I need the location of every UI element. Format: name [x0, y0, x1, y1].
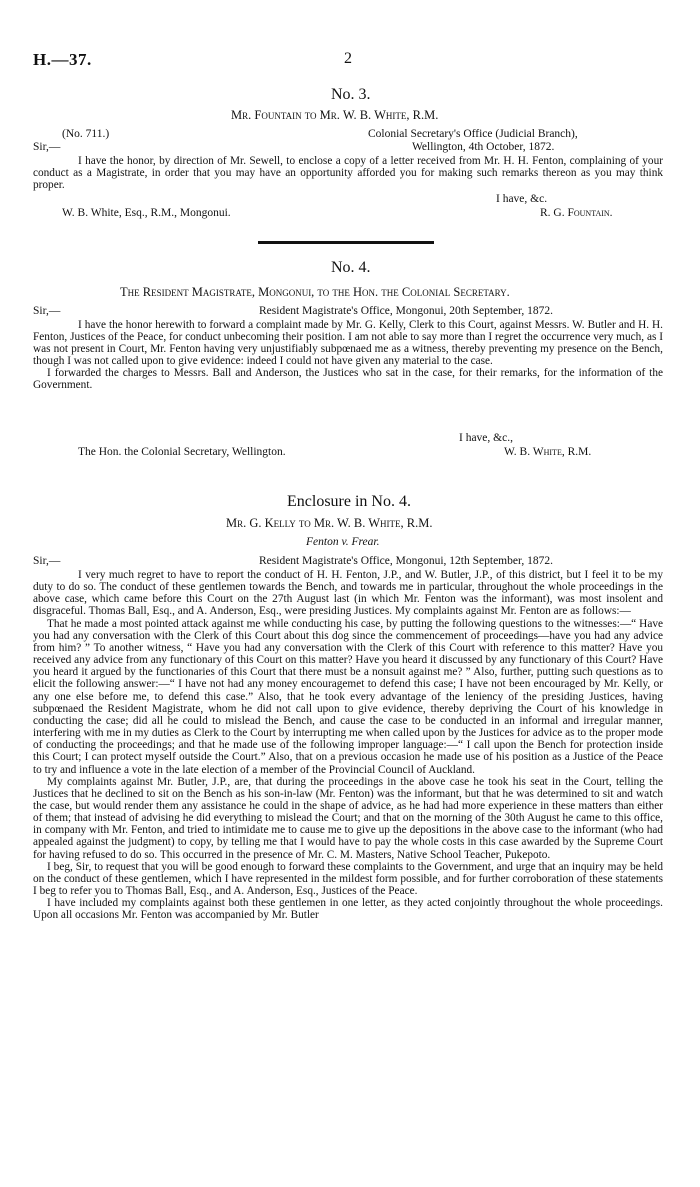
enclosure-paragraph: I have included my complaints against both these gentlemen in one letter, as they acted conjointly throughout the whole proceedings. Upon all occasions Mr. Fenton was accompanied by Mr. Butler — [33, 897, 663, 922]
letter-3-addressee: W. B. White, Esq., R.M., Mongonui. — [62, 207, 231, 219]
section-divider — [258, 241, 434, 244]
letter-4-closing: I have, &c., — [459, 432, 513, 444]
enclosure-salutation: Sir,— — [33, 555, 61, 567]
enclosure-paragraph: That he made a most pointed attack against me while conducting his case, by putting the following questions to the witnesses:—“ Have you had any conversation with the Clerk of this Court about this dog since the commencement of proceedings—have you had any advice from him? ” To another witness, “ Have you had any conversation with the Clerk of this Court with reference to this matter? Have you received any advice from any functionary of this Court on this matter? Have you heard it discussed by any functionary of this Court? Have you heard it argued by the functionaries of this Court that there must be a nonsuit against me? ” Also, further, putting such questions as to elicit the following answer:—“ I have not had any money encouragemet to defend this case; I have not been encouraged by Mr. Kelly, or any one else before me, to defend this case.” Also, that he took every advantage of the leniency of the presiding Justices, having subpœnaed the Resident Magistrate, whom he did not call upon to give evidence, thereby depriving the Court of his knowledge in conducting the case; did all he could to mislead the Bench, and cause the case to be conducted in an informal and irregular manner, interfering with me in my duties as Clerk to the Court by interrupting me when called upon by the Justices for advice as to the proper mode of conducting the proceedings; and that he made use of the following improper language:—“ I call upon the Bench for protection inside this Court; I can protect myself outside the Court.” Also, that on a previous occasion he made use of his position as a Justice of the Peace to try and influence a vote in the late election of a member of the Provincial Council of Auckland. — [33, 617, 663, 776]
enclosure-body — [33, 569, 663, 922]
enclosure-heading: Enclosure in No. 4. — [287, 493, 411, 510]
letter-3-salutation: Sir,— — [33, 141, 61, 153]
letter-3-date: Wellington, 4th October, 1872. — [412, 141, 555, 153]
letter-4-office-date: Resident Magistrate's Office, Mongonui, 20th September, 1872. — [259, 305, 553, 317]
enclosure-office-date: Resident Magistrate's Office, Mongonui, 12th September, 1872. — [259, 555, 553, 567]
letter-4-paragraph: I have the honor herewith to forward a complaint made by Mr. G. Kelly, Clerk to this Court, against Messrs. W. Butler and H. H. Fenton, Justices of the Peace, for conduct unbecoming their position. I am not able to say more than I regret the occurrence very much, as I was not present in Court, Mr. Fenton having very unjustifiably subpœnaed me as a witness, thereby preventing my presence on the Bench, though I was not called upon to give evidence: indeed I could not have given any material to the case. — [33, 319, 663, 368]
document-reference: H.—37. — [33, 50, 92, 69]
enclosure-title: Mr. G. Kelly to Mr. W. B. White, R.M. — [226, 516, 433, 530]
letter-3-paragraph: I have the honor, by direction of Mr. Sewell, to enclose a copy of a letter received from Mr. H. H. Fenton, complaining of your conduct as a Magistrate, in order that you may have an opportunity afforded you for making such remarks thereon as you may think proper. — [33, 155, 663, 192]
page-number: 2 — [344, 50, 352, 67]
letter-3-closing: I have, &c. — [496, 193, 548, 205]
letter-3-number: No. 3. — [331, 86, 371, 103]
letter-3-office: Colonial Secretary's Office (Judicial Branch), — [368, 128, 578, 140]
letter-4-addressee: The Hon. the Colonial Secretary, Wellington. — [78, 446, 286, 458]
letter-4-paragraph: I forwarded the charges to Messrs. Ball and Anderson, the Justices who sat in the case, for their remarks, for the information of the Government. — [33, 367, 663, 392]
enclosure-case: Fenton v. Frear. — [306, 536, 380, 548]
letter-3-signature: R. G. Fountain. — [540, 207, 613, 219]
letter-4-salutation: Sir,— — [33, 305, 61, 317]
enclosure-paragraph: My complaints against Mr. Butler, J.P., are, that during the proceedings in the above case he took his seat in the Court, telling the Justices that he declined to sit on the Bench as his son-in-law (Mr. Fenton) was the informant, but that he was determined to sit and watch the case, but would render them any assistance he could in the shape of advice, as he had had more experience in these matters than either of them; that instead of advising he did everything to mislead the Court; and that on the morning of the 30th August he came to this office, in company with Mr. Fenton, and tried to intimidate me to cause me to give up the depositions in the above case to the informant (who had appealed against the judgment) to copy, by telling me that I would have to pay the whole costs in this case awarded by the Supreme Court for having refused to do so. This occurred in the presence of Mr. C. M. Masters, Native School Teacher, Pukepoto. — [33, 775, 663, 861]
letter-3-title: Mr. Fountain to Mr. W. B. White, R.M. — [231, 108, 439, 122]
letter-4-number: No. 4. — [331, 259, 371, 276]
letter-4-body — [33, 319, 663, 392]
letter-4-title: The Resident Magistrate, Mongonui, to the Hon. the Colonial Secretary. — [120, 285, 510, 299]
enclosure-paragraph: I beg, Sir, to request that you will be good enough to forward these complaints to the Government, and urge that an inquiry may be held on the conduct of these gentlemen, which I have represented in the mildest form possible, and for further corroboration of these statements I beg to refer you to Thomas Ball, Esq., and A. Anderson, Esq., Justices of the Peace. — [33, 860, 663, 898]
letter-3-body — [33, 155, 663, 191]
letter-4-signature: W. B. White, R.M. — [504, 446, 592, 458]
letter-3-ref: (No. 711.) — [62, 128, 110, 140]
enclosure-paragraph: I very much regret to have to report the conduct of H. H. Fenton, J.P., and W. Butler, J.P., of this district, but I feel it to be my duty to do so. The conduct of these gentlemen towards the Bench, and towards me in particular, throughout the whole proceedings in the above case, which came before this Court on the 27th August last (in which Mr. Fenton was the informant), was most insolent and disgraceful. Thomas Ball, Esq., and A. Anderson, Esq., were presiding Justices. My complaints against Mr. Fenton are as follows:— — [33, 569, 663, 618]
